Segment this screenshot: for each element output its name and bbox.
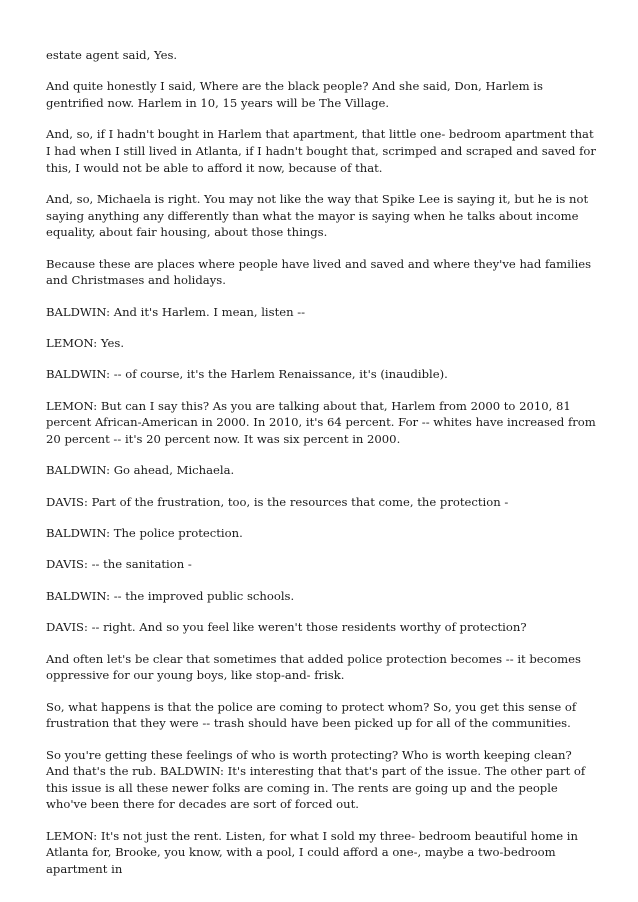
paragraph-harlem-gentrified: And quite honestly I said, Where are the black people? And she said, Don, Harlem is gentrified now. Harlem in 10, 15 years will be The Village.	[46, 79, 543, 110]
paragraph-lemon-statistics: LEMON: But can I say this? As you are talking about that, Harlem from 2000 to 2010, 81 percent African-American in 2000. In 2010, it's 64 percent. For -- whites have increased from 20 percent -- it's 20 percent now. It was six percent in 2000.	[46, 398, 596, 446]
paragraph-davis-frustration: DAVIS: Part of the frustration, too, is the resources that come, the protection -	[46, 494, 509, 509]
paragraph-places-lived: Because these are places where people have lived and saved and where they've had families and Christmases and holidays.	[46, 256, 592, 288]
paragraph-davis-sanitation: DAVIS: -- the sanitation -	[46, 557, 192, 572]
paragraph-baldwin-renaissance: BALDWIN: -- of course, it's the Harlem Renaissance, it's (inaudible).	[46, 367, 448, 382]
paragraph-police-oppressive: And often let's be clear that sometimes that added police protection becomes -- it becomes oppressive for our young boys, like stop-and- frisk.	[46, 651, 581, 683]
paragraph-baldwin-harlem: BALDWIN: And it's Harlem. I mean, listen --	[46, 304, 306, 319]
paragraph-baldwin-police: BALDWIN: The police protection.	[46, 526, 243, 541]
paragraph-baldwin-go-ahead: BALDWIN: Go ahead, Michaela.	[46, 463, 235, 478]
paragraph-protect-whom: So, what happens is that the police are coming to protect whom? So, you get this sense of frustration that they were -- trash should have been picked up for all of the communities.	[46, 699, 577, 731]
paragraph-lemon-yes: LEMON: Yes.	[46, 335, 125, 350]
paragraph-lemon-rent: LEMON: It's not just the rent. Listen, for what I sold my three- bedroom beautiful home in Atlanta for, Brooke, you know, with a pool, I could afford a one-, maybe a two-bedroom apartment in	[46, 828, 578, 876]
paragraph-davis-worthy: DAVIS: -- right. And so you feel like weren't those residents worthy of protection?	[46, 620, 527, 635]
paragraph-worth-protecting: So you're getting these feelings of who is worth protecting? Who is worth keeping clean? And that's the rub. BALDWIN: It's interesting that that's part of the issue. The other part of this issue is all these newer folks are coming in. The rents are going up and the people who've been there for decades are sort of forced out.	[46, 747, 586, 812]
paragraph-estate-agent: estate agent said, Yes.	[46, 48, 178, 62]
paragraph-michaela-right: And, so, Michaela is right. You may not like the way that Spike Lee is saying it, but he is not saying anything any differently than what the mayor is saying when he talks about income equality, about fair housing, about those things.	[46, 191, 589, 240]
paragraph-baldwin-schools: BALDWIN: -- the improved public schools.	[46, 588, 295, 603]
transcript-page	[46, 47, 598, 892]
paragraph-bought-apartment: And, so, if I hadn't bought in Harlem that apartment, that little one- bedroom apartment that I had when I still lived in Atlanta, if I hadn't bought that, scrimped and scraped and saved for this, I would not be able to afford it now, because of that.	[46, 127, 596, 175]
